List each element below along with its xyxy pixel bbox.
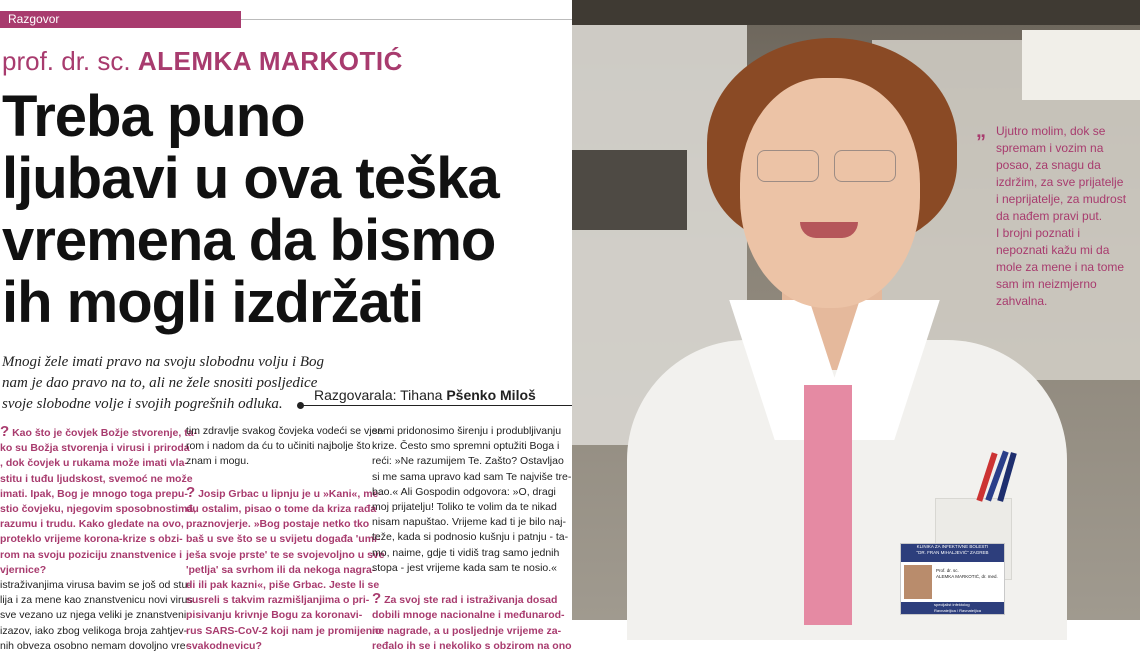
author-first-name: Tihana (400, 387, 443, 403)
column-text: baš u sve što se u svijetu događa 'umi- (186, 533, 381, 546)
answer-line (372, 470, 572, 485)
lead-paragraph (2, 352, 325, 415)
column-text: si me sama upravo kad sam Te najviše tre- (372, 470, 572, 483)
column-text: teže, kada si podnosio kušnju i patnju - ta- (372, 531, 569, 544)
column-text: krize. Često smo spremni optužiti Boga i (372, 440, 560, 453)
badge-header-line: "DR. FRAN MIHALJEVIĆ" ZAGREB (916, 550, 989, 555)
column-text: bao.« Ali Gospodin odgovora: »O, dragi (372, 485, 556, 498)
headline-line: ljubavi u ova teška (2, 146, 499, 211)
background-ceiling (572, 0, 1140, 25)
question-line (186, 624, 382, 639)
column-text: rom i nadom da ću to učiniti najbolje što (186, 440, 371, 453)
badge-role-line: specijalist infektolog (934, 602, 970, 607)
column-text: 'petlja' sa svrhom ili da nekoga nagra- (186, 563, 376, 576)
answer-line (186, 424, 385, 439)
answer-line (0, 624, 188, 639)
column-text: Za svoj ste rad i istraživanja dosad (384, 594, 558, 607)
question-mark-icon: ? (0, 423, 10, 440)
answer-line (372, 485, 556, 500)
column-text: reći: »Ne razumijem Te. Zašto? Ostavljao (372, 455, 564, 468)
section-label-bar (0, 11, 241, 28)
column-text: nih obveza osobno nemam dovoljno vre- (0, 639, 190, 652)
column-text: rom na svoju poziciju znanstvenice i (0, 548, 183, 561)
column-text: ješa svoje prste' te se svojevoljno u sve (186, 548, 385, 561)
column-text: vjernice? (0, 563, 47, 576)
question-line (0, 456, 188, 471)
column-text: Josip Grbac u lipnju je u »Kani«, me- (198, 487, 382, 500)
column-text: razumu i trudu. Kako gledate na ovo, (0, 518, 184, 531)
question-line (0, 487, 188, 502)
question-mark-icon: ? (186, 483, 196, 501)
column-text: nisam napuštao. Vrijeme kad ti je bilo naj- (372, 516, 566, 529)
column-text: đu ostalim, pisao o tome da kriza rađa (186, 503, 377, 516)
column-text: proteklo vrijeme korona-krize s obzi- (0, 533, 183, 546)
badge-line: Prof. dr. sc. (936, 568, 959, 573)
pull-quote-line: I brojni poznati i (996, 226, 1081, 240)
column-text: sami pridonosimo širenju i produbljivanju (372, 425, 562, 437)
answer-line (372, 546, 560, 561)
author-rule (300, 405, 572, 406)
question-line (0, 517, 184, 532)
question-line (0, 423, 198, 441)
column-text: tim zdravlje svakog čovjeka vodeći se vjer- (186, 425, 385, 437)
id-badge (900, 543, 1005, 615)
pink-shirt (804, 385, 852, 625)
paragraph-gap (186, 470, 366, 485)
pull-quote-line: nepoznati kažu mi da (996, 243, 1110, 257)
question-line (186, 483, 382, 502)
lead-line: svoje slobodne volje i svojih pogrešnih odluka. (2, 396, 283, 412)
question-line (186, 548, 385, 563)
pull-quote-line: Ujutro molim, dok se (996, 124, 1106, 138)
text-column-3 (372, 424, 572, 654)
question-line (0, 472, 193, 487)
glasses-right-lens (834, 150, 896, 182)
question-line (0, 502, 197, 517)
question-line (0, 548, 183, 563)
question-line (186, 532, 381, 547)
badge-header-line: KLINIKA ZA INFEKTIVNE BOLESTI (916, 544, 989, 549)
column-text: izazov, iako zbog velikoga broja zahtjev- (0, 624, 188, 637)
column-text: dobili mnoge nacionalne i međunarod- (372, 609, 565, 622)
text-column-1 (0, 423, 198, 654)
question-line (0, 441, 190, 456)
question-line (186, 578, 380, 593)
column-text: susreli s takvim razmišljanjima o pri- (186, 594, 370, 607)
answer-line (372, 500, 557, 515)
face (740, 78, 920, 308)
column-text: moj prijatelju! Toliko te volim da te nikad (372, 501, 557, 514)
answer-line (372, 561, 558, 576)
column-text: , dok čovjek u rukama može imati vla- (0, 457, 188, 470)
answer-line (0, 639, 190, 654)
answer-line (186, 439, 371, 454)
question-line (186, 593, 370, 608)
question-line (186, 608, 366, 623)
question-line (372, 639, 572, 654)
answer-line (0, 608, 187, 623)
lead-line: nam je dao pravo na to, ali ne žele snositi posljedice (2, 375, 318, 391)
headline-line: ih mogli izdržati (2, 270, 424, 335)
byline-name: ALEMKA MARKOTIĆ (137, 46, 403, 76)
answer-line (0, 593, 193, 608)
section-rule (241, 19, 572, 20)
column-text: mo, naime, gdje ti vidiš trag samo jednih (372, 546, 560, 559)
answer-line (372, 530, 569, 545)
quote-icon: „ (976, 120, 986, 142)
column-text: praznovjerje. »Bog postaje netko tko (186, 518, 370, 531)
column-text: svakodnevicu? (186, 639, 262, 652)
column-text: pisivanju krivnje Bogu za koronavi- (186, 609, 363, 622)
byline-title: prof. dr. sc. (2, 46, 131, 76)
question-line (186, 517, 370, 532)
pull-quote-line: zahvalna. (996, 294, 1048, 308)
pull-quote-line: spremam i vozim na (996, 141, 1104, 155)
question-line (372, 624, 562, 639)
column-text: znam i mogu. (186, 455, 250, 468)
question-line (0, 563, 180, 578)
column-text: lija i za mene kao znanstvenicu novi virus (0, 594, 193, 607)
answer-line (372, 439, 560, 454)
lead-line: Mnogi žele imati pravo na svoju slobodnu volju i Bog (2, 354, 325, 370)
column-text: ko su Božja stvorenja i virusi i priroda (0, 442, 190, 455)
badge-line: ALEMKA MARKOTIĆ, dr. med. (936, 574, 998, 579)
author-credit (314, 387, 536, 403)
pull-quote-line: mole za mene i na tome (996, 260, 1125, 274)
question-line (186, 639, 366, 654)
pull-quote-line: da nađem pravi put. (996, 209, 1103, 223)
pull-quote (996, 123, 1140, 310)
column-text: imati. Ipak, Bog je mnogo toga prepu- (0, 487, 188, 500)
column-text: rus SARS-CoV-2 koji nam je promijenio (186, 624, 382, 637)
author-last-name: Pšenko Miloš (446, 387, 536, 403)
text-column-2 (186, 424, 385, 654)
column-text: ne nagrade, a u posljednje vrijeme za- (372, 624, 562, 637)
column-text: stio čovjeku, njegovim sposobnostima, (0, 503, 197, 516)
column-text: Kao što je čovjek Božje stvorenje, ta- (12, 427, 198, 439)
answer-line (186, 454, 366, 469)
question-line (0, 532, 183, 547)
glasses-left-lens (757, 150, 819, 182)
question-line (372, 590, 558, 608)
badge-role (901, 602, 1004, 614)
pull-quote-line: i neprijatelje, za mudrost (996, 192, 1127, 206)
answer-line (372, 515, 566, 530)
headline-line: vremena da bismo (2, 208, 496, 273)
pull-quote-line: posao, za snagu da (996, 158, 1101, 172)
badge-role-line: Ravnateljica / Ravnateljica (934, 608, 981, 613)
headline (2, 86, 572, 334)
answer-line (372, 424, 562, 439)
badge-header (901, 544, 1004, 562)
column-text: di ili pak kazni«, piše Grbac. Jeste li se (186, 579, 380, 592)
column-text: stopa - jest vrijeme kada sam te nosio.« (372, 561, 558, 574)
pull-quote-line: izdržim, za sve prijatelje (996, 175, 1124, 189)
column-text: istraživanjima virusa bavim se još od stu- (0, 579, 191, 592)
badge-text (936, 568, 998, 580)
paragraph-gap (372, 576, 552, 591)
column-text: stitu i tuđu ljudskost, svemoć ne može (0, 472, 193, 485)
answer-line (372, 454, 564, 469)
column-text: sve vezano uz njega veliki je znanstveni (0, 609, 187, 622)
answer-line (0, 578, 191, 593)
headline-line: Treba puno (2, 84, 305, 149)
question-mark-icon: ? (372, 590, 382, 608)
column-text: ređalo ih se i nekoliko s obzirom na ono (372, 639, 572, 652)
portrait-photo (572, 0, 1140, 620)
question-line (186, 563, 376, 578)
byline (2, 46, 403, 77)
smile (800, 222, 858, 238)
badge-photo (904, 565, 932, 599)
section-label: Razgovor (8, 12, 60, 26)
background-window (572, 150, 687, 230)
question-line (372, 608, 565, 623)
question-line (186, 502, 377, 517)
background-light (1022, 30, 1140, 100)
pull-quote-line: sam im neizmjerno (996, 277, 1097, 291)
author-label: Razgovarala: (314, 387, 397, 403)
